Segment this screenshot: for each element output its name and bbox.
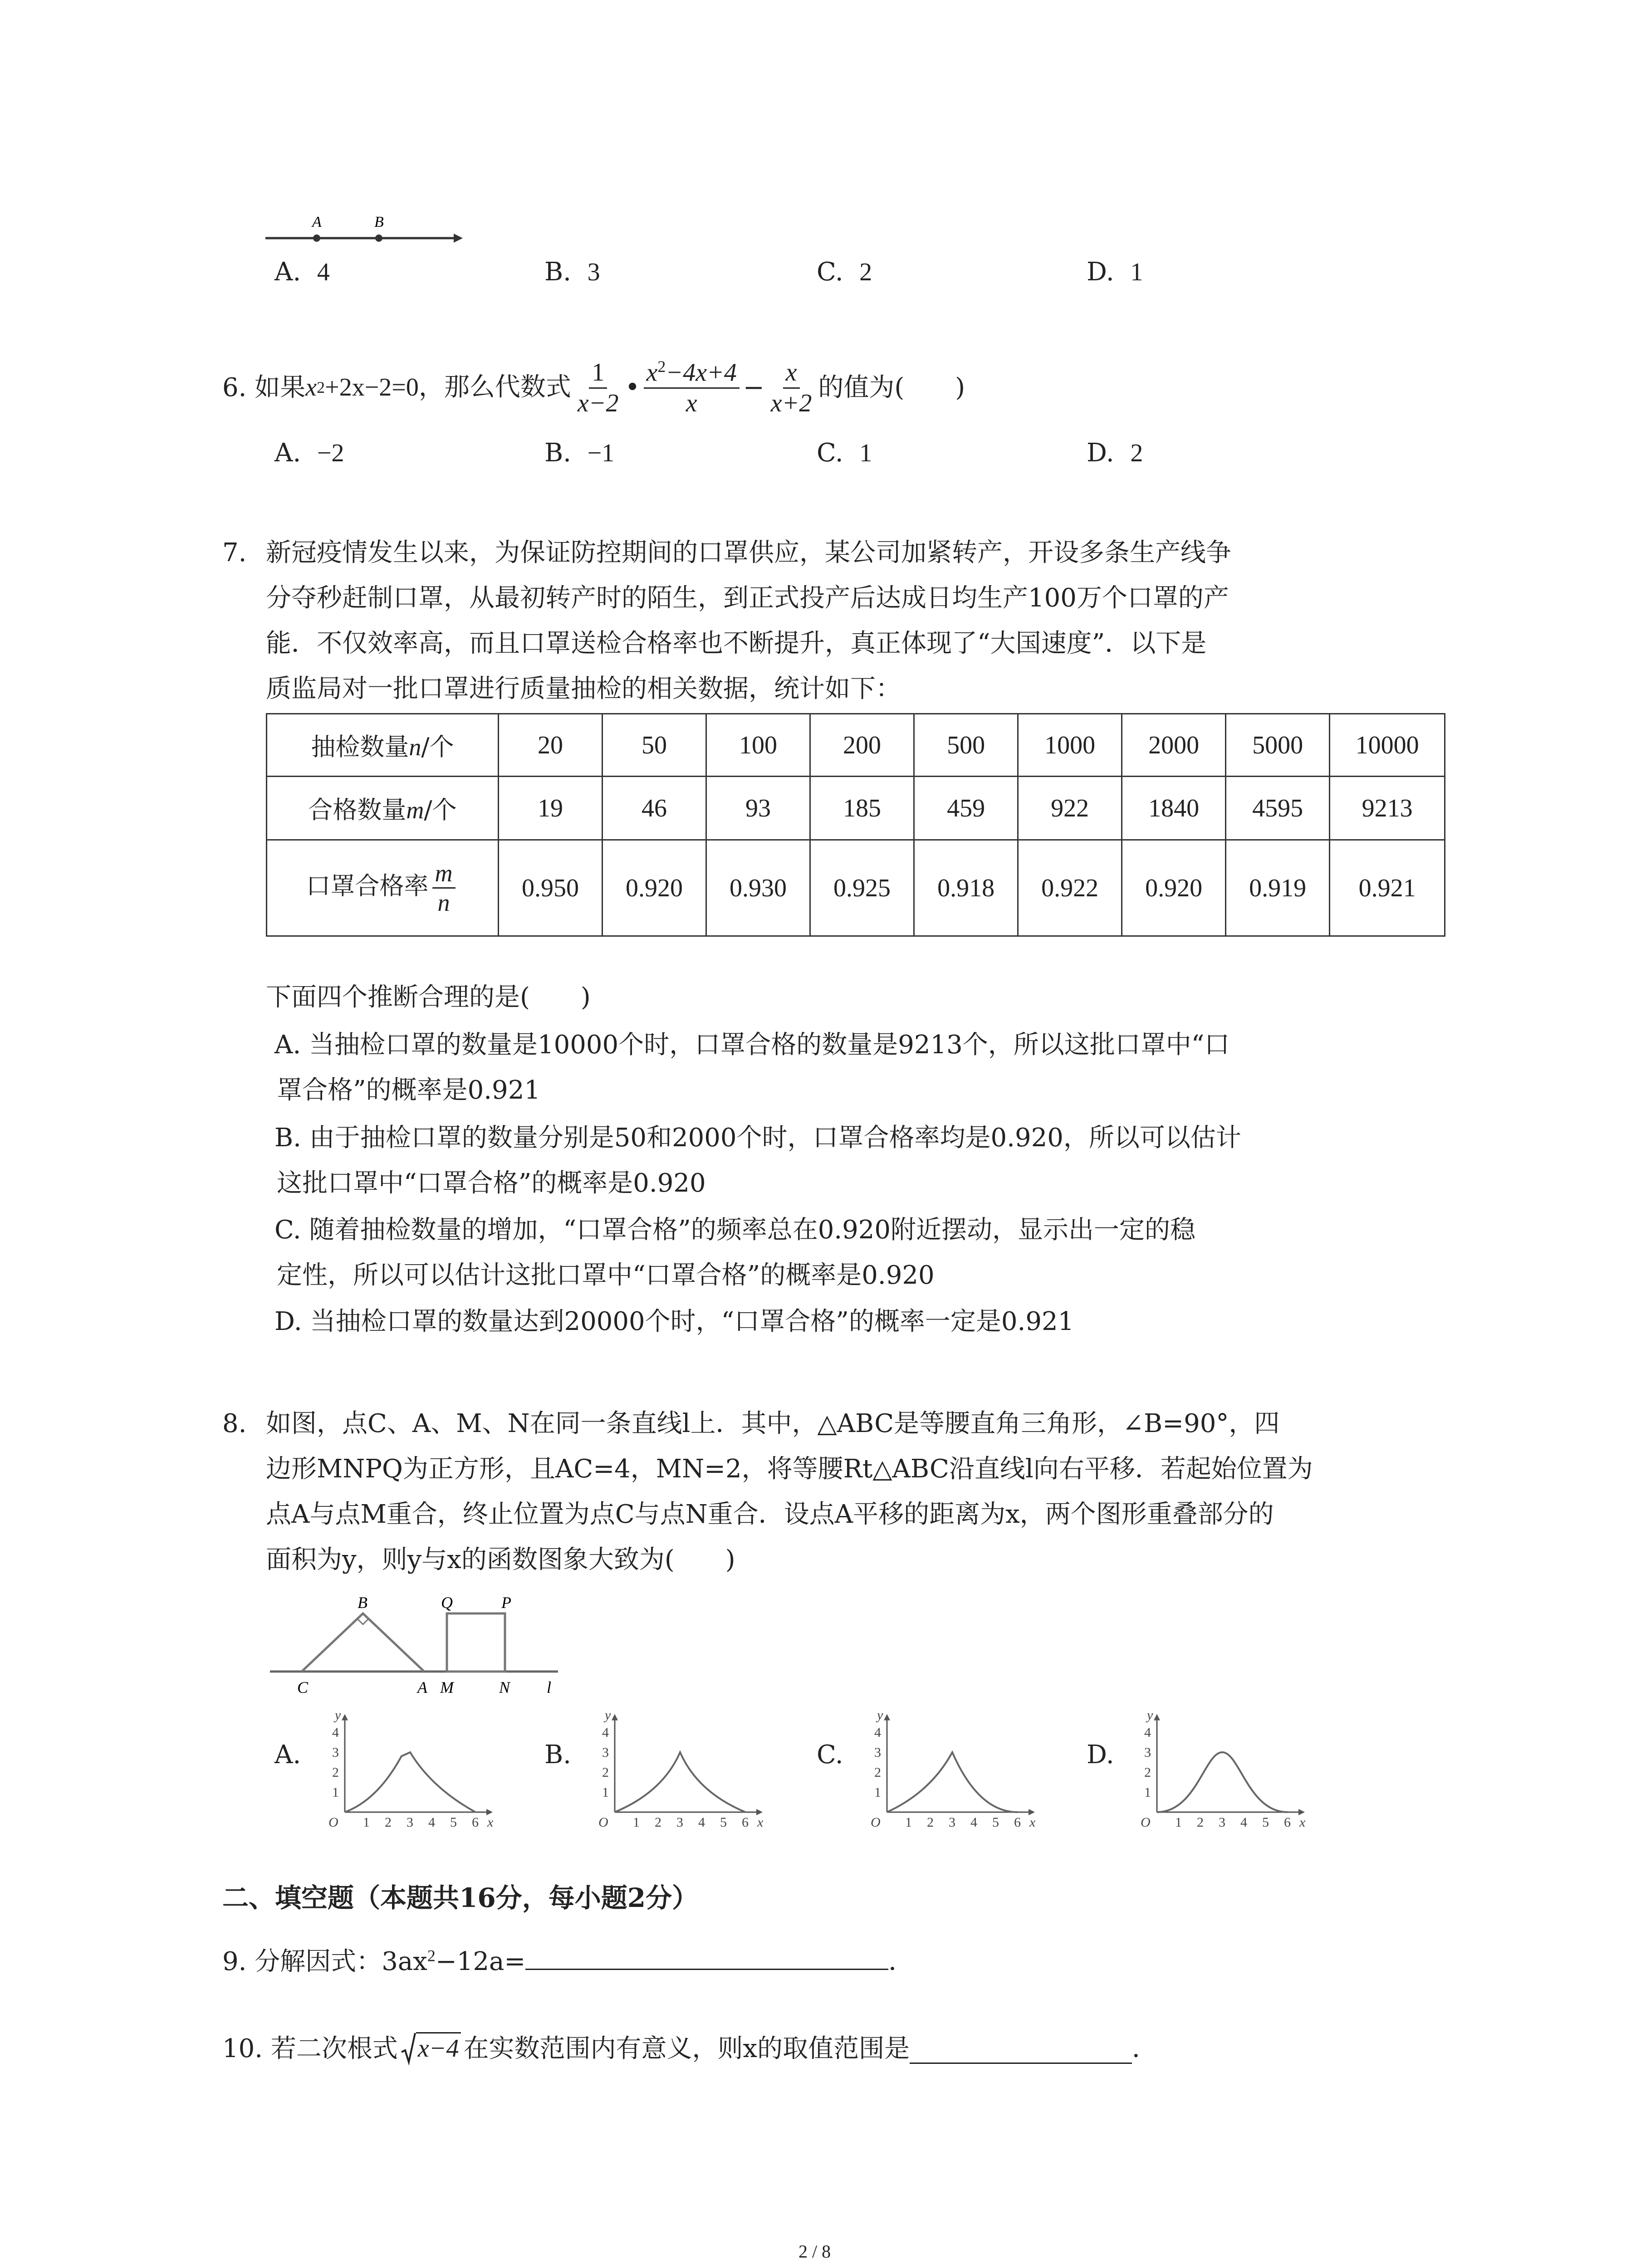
radical-sign-icon (401, 2032, 416, 2064)
y-axis-arrow (1154, 1714, 1160, 1721)
x-axis-arrow (486, 1809, 493, 1815)
q5-option-d[interactable]: D. 1 (1087, 257, 1143, 287)
q5-label-b: B (374, 214, 384, 230)
q9-stem: 9. 分解因式：$3ax^2-12a=$ ． (222, 1946, 914, 1976)
page-number: 2 / 8 (798, 2241, 831, 2262)
row-head-m: 合格数量m/个 (267, 777, 499, 840)
y-axis-arrow (884, 1714, 890, 1721)
y-axis-arrow (612, 1714, 618, 1721)
q6-option-a[interactable]: A. −2 (274, 438, 344, 468)
x-axis-arrow (1298, 1809, 1305, 1815)
q7-line-2: 分夺秒赶制口罩，从最初转产时的陌生，到正式投产后达成日均生产100万个口罩的产 (266, 583, 1229, 613)
q7-option-c-line2: 定性，所以可以估计这批口罩中“口罩合格”的概率是0.920 (277, 1261, 935, 1290)
q7-option-d-line1[interactable]: D. 当抽检口罩的数量达到20000个时，“口罩合格”的概率一定是0.921 (274, 1307, 1074, 1336)
x-tick-label: 3 (949, 1815, 955, 1830)
x-tick-label: 3 (407, 1815, 413, 1830)
q8-label-q: Q (441, 1593, 453, 1612)
q7-question: 下面四个推断合理的是( ) (266, 982, 591, 1012)
q8-option-c-key[interactable]: C. (817, 1740, 843, 1769)
table-row-m: 合格数量m/个 19 46 93 185 459 922 1840 4595 9213 (267, 777, 1445, 840)
q8-graph-c[interactable] (862, 1692, 1034, 1828)
y-tick-label: 4 (874, 1725, 881, 1740)
q5-label-a: A (312, 214, 322, 230)
q7-option-c-line1[interactable]: C. 随着抽检数量的增加，“口罩合格”的频率总在0.920附近摆动，显示出一定的稳 (274, 1215, 1196, 1245)
y-tick-label: 1 (332, 1785, 339, 1800)
q5-option-a[interactable]: A. 4 (274, 257, 330, 287)
q6-fraction-1: $\frac{1}{x-2}$ (577, 358, 619, 417)
q8-label-a: A (417, 1678, 427, 1696)
q8-option-b-key[interactable]: B. (544, 1740, 571, 1769)
y-tick-label: 4 (332, 1725, 339, 1740)
q7-data-table (266, 713, 1445, 937)
x-tick-label: 2 (655, 1815, 661, 1830)
x-tick-label: 6 (1014, 1815, 1021, 1830)
y-tick-label: 1 (1144, 1785, 1151, 1800)
q7-line-3: 能．不仅效率高，而且口罩送检合格率也不断提升，真正体现了“大国速度”．以下是 (266, 629, 1207, 658)
y-axis-arrow (342, 1714, 348, 1721)
x-tick-label: 5 (1262, 1815, 1269, 1830)
q8-label-n: N (499, 1678, 510, 1696)
origin-label: O (1141, 1815, 1151, 1830)
q8-number: 8. (222, 1409, 247, 1438)
q8-label-m: M (440, 1678, 454, 1696)
q8-option-a-key[interactable]: A. (274, 1740, 301, 1769)
x-tick-label: 1 (363, 1815, 370, 1830)
function-curve (887, 1752, 1018, 1812)
q6-option-c[interactable]: C. 1 (817, 438, 872, 468)
q8-option-d-key[interactable]: D. (1087, 1740, 1114, 1769)
x-axis-label: x (1029, 1815, 1036, 1830)
y-axis-label: y (605, 1707, 611, 1723)
q5-option-b[interactable]: B. 3 (544, 257, 600, 287)
q6-option-d[interactable]: D. 2 (1087, 438, 1143, 468)
q8-label-b: B (358, 1593, 367, 1612)
q8-graph-b[interactable] (590, 1692, 762, 1828)
q5-option-c[interactable]: C. 2 (817, 257, 872, 287)
function-curve (615, 1752, 745, 1812)
x-axis-arrow (1029, 1809, 1035, 1815)
x-tick-label: 6 (742, 1815, 749, 1830)
x-tick-label: 6 (472, 1815, 479, 1830)
x-tick-label: 6 (1284, 1815, 1291, 1830)
row-head-rate: 口罩合格率 $\frac{m}{n}$ (267, 840, 499, 936)
q6-stem: 6. 如果 x 2 +2x−2=0，那么代数式 $\frac{1}{x-2}$ • $\frac{x^2-4x+4}{x}$ − $\frac{x}{x+2}$ 的值为( ) (222, 357, 965, 418)
q8-line-3: 点A与点M重合，终止位置为点C与点N重合．设点A平移的距离为x，两个图形重叠部分的 (266, 1500, 1274, 1529)
x-tick-label: 2 (927, 1815, 934, 1830)
q7-line-1: 新冠疫情发生以来，为保证防控期间的口罩供应，某公司加紧转产，开设多条生产线争 (266, 538, 1231, 567)
x-tick-label: 1 (905, 1815, 912, 1830)
q8-graph-d[interactable] (1132, 1692, 1304, 1828)
x-tick-label: 4 (428, 1815, 435, 1830)
q8-graph-a[interactable] (320, 1692, 492, 1828)
y-axis-label: y (1147, 1707, 1153, 1723)
x-tick-label: 4 (698, 1815, 705, 1830)
x-tick-label: 4 (1240, 1815, 1247, 1830)
row-head-n: 抽检数量n/个 (267, 714, 499, 777)
q10-answer-blank[interactable] (910, 2040, 1132, 2064)
x-axis-arrow (756, 1809, 763, 1815)
y-axis-label: y (335, 1707, 341, 1723)
x-tick-label: 2 (1197, 1815, 1204, 1830)
x-tick-label: 3 (676, 1815, 683, 1830)
origin-label: O (328, 1815, 338, 1830)
q10-radical: x−4 (401, 2032, 461, 2064)
q6-option-b[interactable]: B. −1 (544, 438, 615, 468)
y-tick-label: 2 (874, 1765, 881, 1780)
function-curve (1157, 1752, 1288, 1812)
section-2-title: 二、填空题（本题共16分，每小题2分） (222, 1882, 699, 1913)
y-tick-label: 3 (1144, 1745, 1151, 1760)
y-tick-label: 4 (602, 1725, 609, 1740)
table-row-n: 抽检数量n/个 20 50 100 200 500 1000 2000 5000 10000 (267, 714, 1445, 777)
q8-label-c: C (297, 1678, 309, 1696)
q6-fraction-3: $\frac{x}{x+2}$ (770, 358, 812, 417)
origin-label: O (598, 1815, 608, 1830)
q7-option-b-line2: 这批口罩中“口罩合格”的概率是0.920 (277, 1168, 706, 1198)
table-row-rate: 口罩合格率 $\frac{m}{n}$ 0.950 0.920 0.930 0.925 0.918 0.922 0.920 0.919 0.921 (267, 840, 1445, 936)
y-tick-label: 2 (1144, 1765, 1151, 1780)
x-tick-label: 5 (720, 1815, 727, 1830)
x-tick-label: 5 (992, 1815, 999, 1830)
x-axis-label: x (1299, 1815, 1306, 1830)
y-tick-label: 1 (874, 1785, 881, 1800)
function-curve (345, 1752, 475, 1812)
q8-label-p: P (501, 1593, 511, 1612)
q8-label-l: l (547, 1678, 552, 1696)
q7-number: 7. (222, 538, 247, 567)
q7-option-b-line1[interactable]: B. 由于抽检口罩的数量分别是50和2000个时，口罩合格率均是0.920，所以可以估计 (274, 1123, 1241, 1153)
y-tick-label: 4 (1144, 1725, 1151, 1740)
y-tick-label: 3 (602, 1745, 609, 1760)
x-tick-label: 3 (1219, 1815, 1225, 1830)
y-tick-label: 1 (602, 1785, 609, 1800)
y-axis-label: y (877, 1707, 883, 1723)
q6-fraction-2: $\frac{x^2-4x+4}{x}$ (644, 357, 740, 418)
x-axis-label: x (487, 1815, 494, 1830)
q7-option-a-line2: 罩合格”的概率是0.921 (277, 1075, 540, 1105)
q7-line-4: 质监局对一批口罩进行质量抽检的相关数据，统计如下： (266, 674, 901, 704)
origin-label: O (871, 1815, 881, 1830)
x-tick-label: 4 (970, 1815, 977, 1830)
y-tick-label: 2 (602, 1765, 609, 1780)
y-tick-label: 2 (332, 1765, 339, 1780)
q8-line-1: 如图，点C、A、M、N在同一条直线l上．其中，△ABC是等腰直角三角形，∠B=90°，四 (266, 1409, 1280, 1438)
q5-number-line-figure (263, 213, 463, 249)
q8-line-4: 面积为y，则y与x的函数图象大致为( ) (266, 1545, 735, 1574)
x-tick-label: 2 (385, 1815, 392, 1830)
q8-geometry-figure (268, 1588, 585, 1701)
q7-option-a-line1[interactable]: A. 当抽检口罩的数量是10000个时，口罩合格的数量是9213个，所以这批口罩中“口 (274, 1030, 1230, 1060)
y-tick-label: 3 (332, 1745, 339, 1760)
q10-stem: 10. 若二次根式 x−4 在实数范围内有意义，则x的取值范围是 ． (222, 2032, 1157, 2064)
q9-answer-blank[interactable] (525, 1946, 888, 1970)
x-tick-label: 5 (450, 1815, 457, 1830)
q8-line-2: 边形MNPQ为正方形，且AC=4，MN=2，将等腰Rt△ABC沿直线l向右平移．若起始位置为 (266, 1454, 1313, 1484)
x-tick-label: 1 (633, 1815, 640, 1830)
y-tick-label: 3 (874, 1745, 881, 1760)
x-tick-label: 1 (1175, 1815, 1182, 1830)
x-axis-label: x (757, 1815, 764, 1830)
